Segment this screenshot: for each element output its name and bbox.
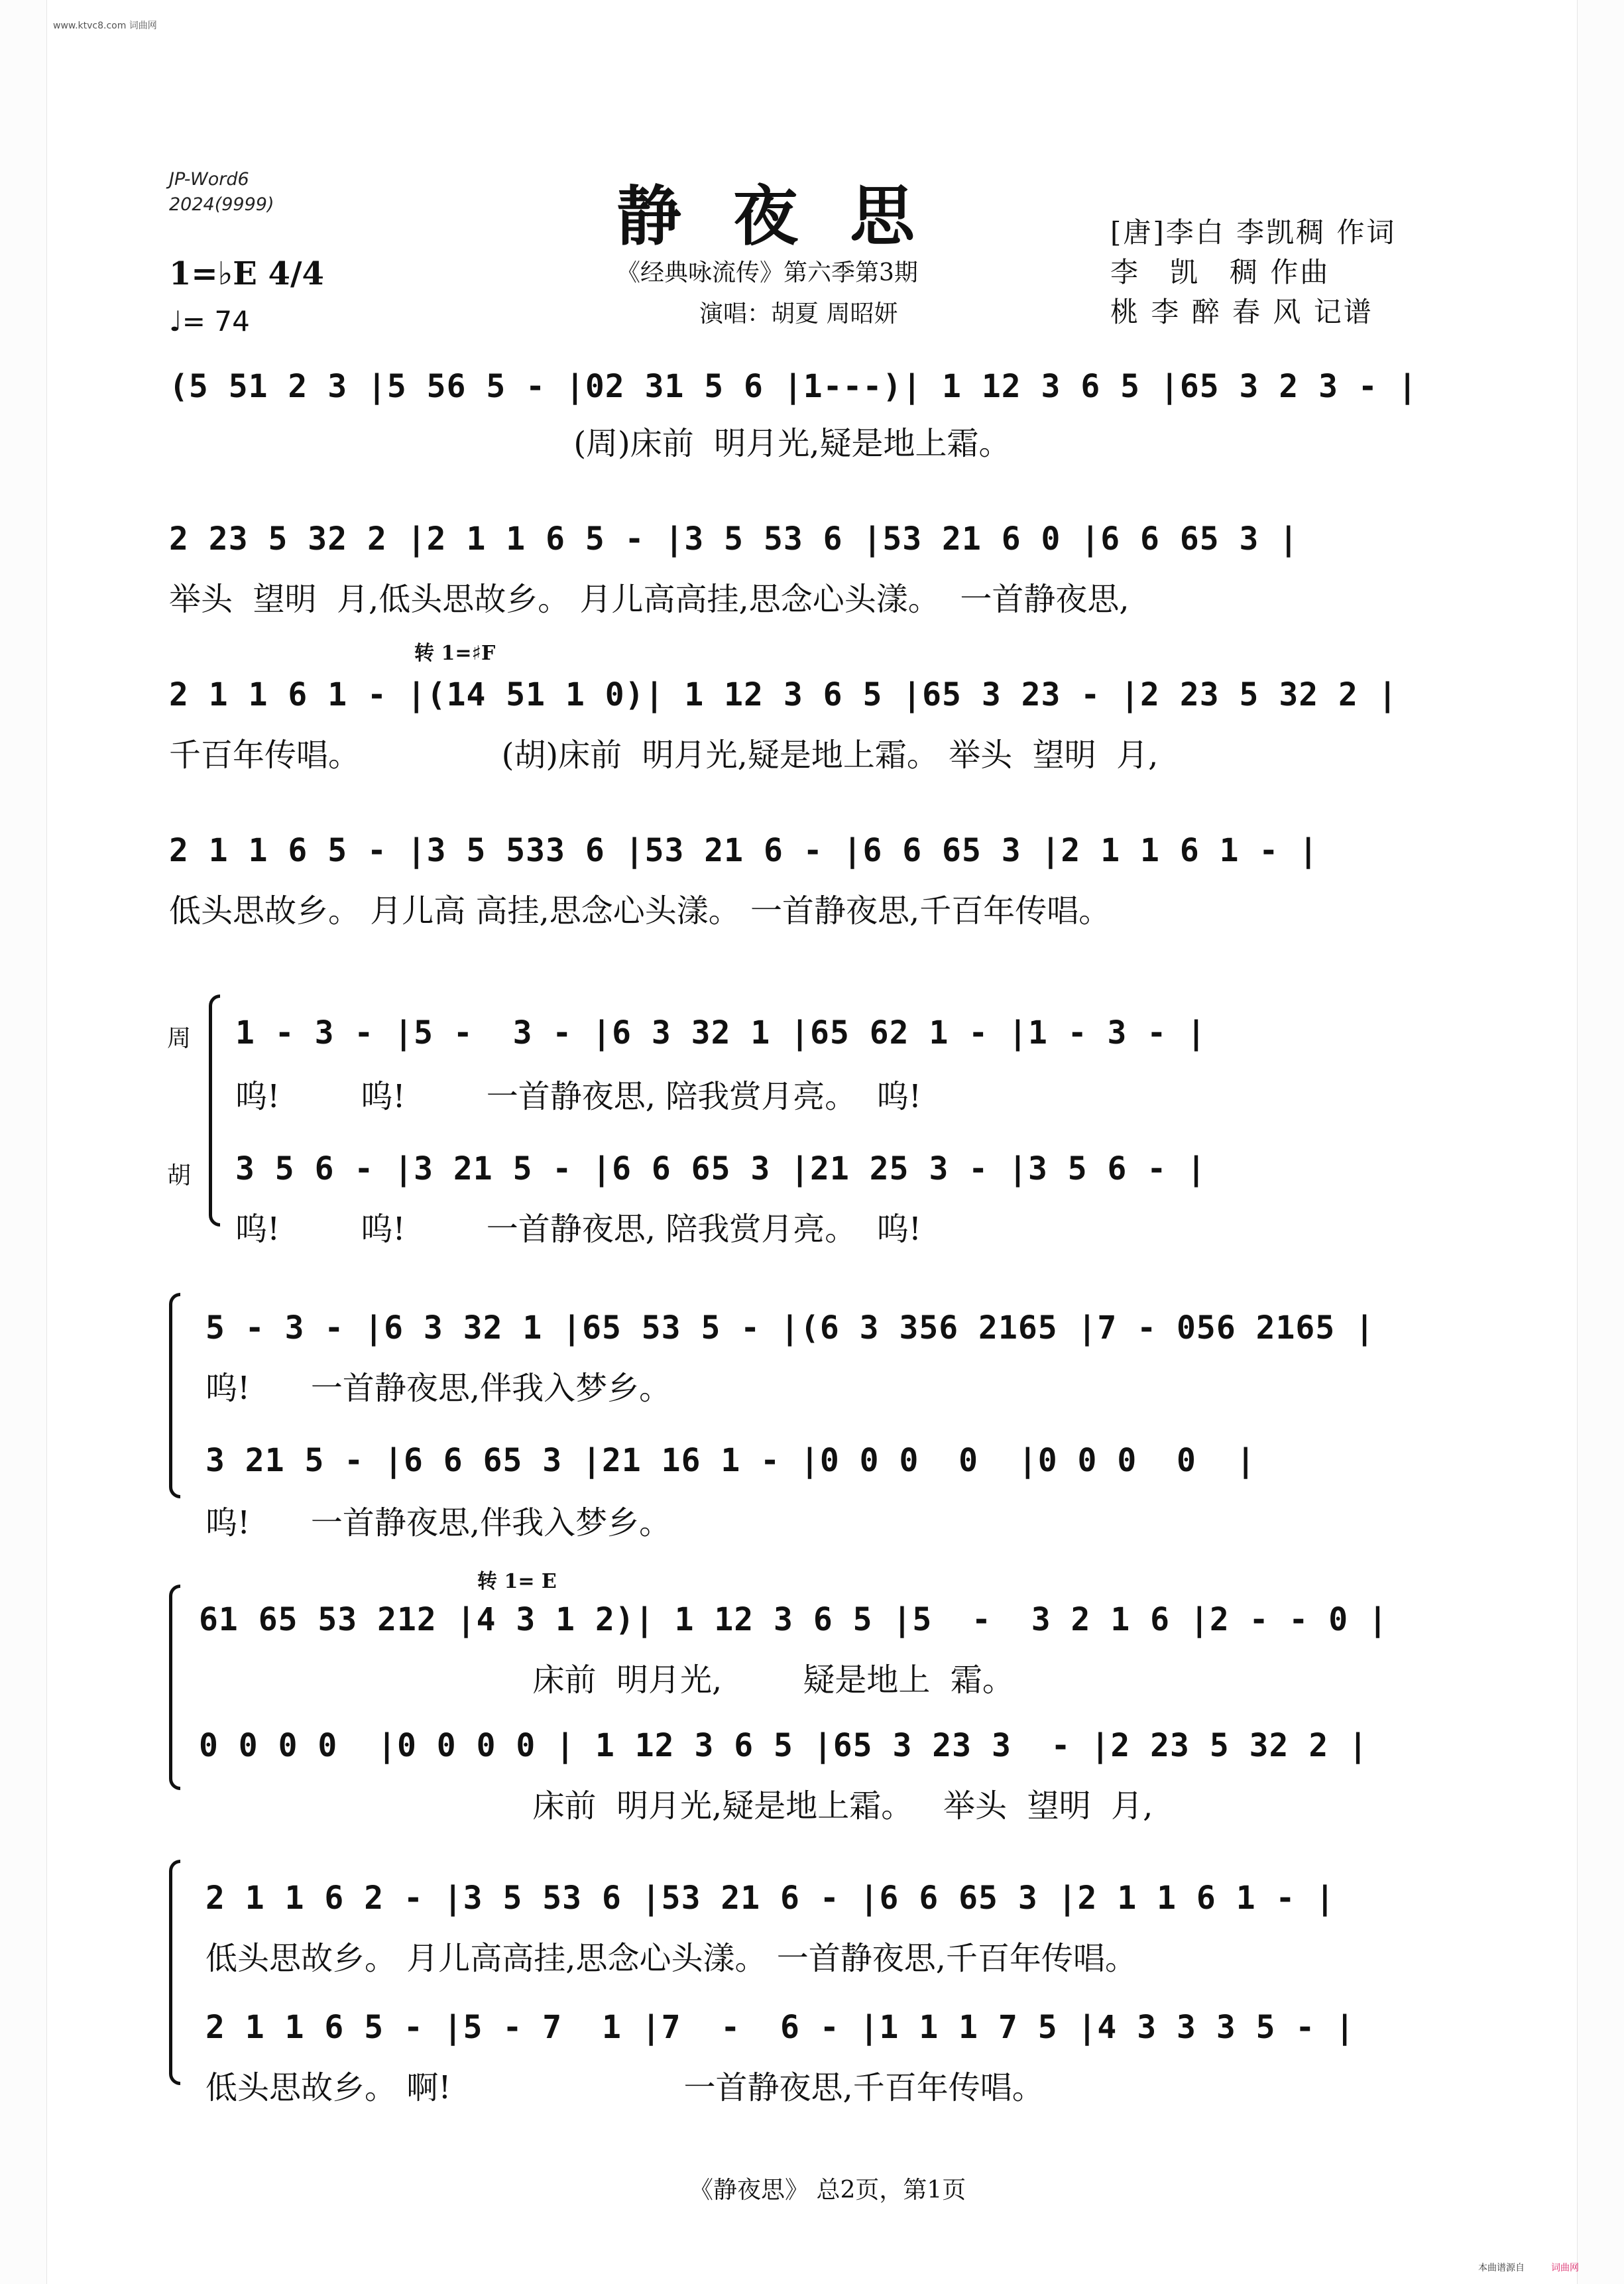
hu-lyrics-block-3: 床前 明月光,疑是地上霜。 举头 望明 月, [199,1787,1153,1825]
lyrics-system-3: 千百年传唱。 (胡)床前 明月光,疑是地上霜。 举头 望明 月, [169,737,1159,774]
hu-notes-block-1: 3 5 6 - |3 21 5 - |6 6 65 3 |21 25 3 - |3 5 6 - | [235,1150,1207,1187]
key-signature: 1=♭E 4/4 [169,255,324,292]
lyrics-system-2: 举头 望明 月,低头思故乡。 月儿高高挂,思念心头漾。 一首静夜思, [169,581,1130,618]
site-logo-text: 词曲网 [1551,2263,1579,2273]
site-watermark: www.ktvc8.com 词曲网 [53,21,157,31]
system-brace [169,1860,180,2085]
modulation-mark-e: 转 1= E [477,1570,557,1593]
notes-system-4: 2 1 1 6 5 - |3 5 533 6 |53 21 6 - |6 6 65 3 |2 1 1 6 1 - | [169,832,1319,869]
zhou-notes-block-2: 5 - 3 - |6 3 32 1 |65 53 5 - |(6 3 356 2165 |7 - 056 2165 | [205,1309,1375,1347]
source-note: 本曲谱源自 [1478,2263,1525,2273]
software-name: JP-Word6 [169,169,249,190]
software-version: 2024(9999) [169,194,274,215]
notes-system-1: (5 51 2 3 |5 56 5 - |02 31 5 6 |1---)| 1 12 3 6 5 |65 3 2 3 - | [169,368,1418,405]
zhou-lyrics-block-1: 呜! 呜! 一首静夜思, 陪我赏月亮。 呜! [235,1078,922,1115]
zhou-lyrics-block-2: 呜! 一首静夜思,伴我入梦乡。 [205,1370,671,1407]
hu-lyrics-block-1: 呜! 呜! 一首静夜思, 陪我赏月亮。 呜! [235,1211,922,1248]
zhou-notes-block-3: 61 65 53 212 |4 3 1 2)| 1 12 3 6 5 |5 - 3 2 1 6 |2 - - 0 | [199,1601,1388,1638]
zhou-notes-block-1: 1 - 3 - |5 - 3 - |6 3 32 1 |65 62 1 - |1 - 3 - | [235,1014,1207,1052]
singer-credit: 演唱：胡夏 周昭妍 [699,300,898,328]
modulation-mark-f-sharp: 转 1=♯F [414,642,496,665]
subtitle: 《经典咏流传》第六季第3期 [616,259,918,286]
system-brace [169,1585,180,1790]
page-footer: 《静夜思》 总2页，第1页 [689,2177,966,2204]
system-brace [209,994,220,1227]
lyricist-credit: [唐]李白 李凯稠 作词 [1110,216,1397,249]
part-label-hu: 胡 [167,1162,192,1189]
lyrics-system-4: 低头思故乡。 月儿高 高挂,思念心头漾。 一首静夜思,千百年传唱。 [169,892,1111,930]
notes-system-3: 2 1 1 6 1 - |(14 51 1 0)| 1 12 3 6 5 |65 3 23 - |2 23 5 32 2 | [169,676,1398,713]
left-margin-strip [0,0,47,2284]
hu-lyrics-block-2: 呜! 一首静夜思,伴我入梦乡。 [205,1504,671,1541]
page-title: 静夜思 [616,178,967,255]
composer-credit: 李 凯 稠 作曲 [1110,256,1330,288]
part-label-zhou: 周 [167,1025,192,1052]
hu-notes-block-4: 2 1 1 6 5 - |5 - 7 1 |7 - 6 - |1 1 1 7 5 |4 3 3 3 5 - | [205,2009,1356,2046]
zhou-lyrics-block-3: 床前 明月光, 疑是地上 霜。 [199,1661,1014,1699]
transcriber-credit: 桃 李 醉 春 风 记谱 [1110,296,1373,328]
zhou-notes-block-4: 2 1 1 6 2 - |3 5 53 6 |53 21 6 - |6 6 65 3 |2 1 1 6 1 - | [205,1880,1336,1917]
hu-lyrics-block-4: 低头思故乡。 啊! 一首静夜思,千百年传唱。 [205,2069,1044,2106]
notes-system-2: 2 23 5 32 2 |2 1 1 6 5 - |3 5 53 6 |53 21 6 0 |6 6 65 3 | [169,520,1299,558]
zhou-lyrics-block-4: 低头思故乡。 月儿高高挂,思念心头漾。 一首静夜思,千百年传唱。 [205,1940,1137,1977]
hu-notes-block-3: 0 0 0 0 |0 0 0 0 | 1 12 3 6 5 |65 3 23 3 - |2 23 5 32 2 | [199,1727,1369,1764]
hu-notes-block-2: 3 21 5 - |6 6 65 3 |21 16 1 - |0 0 0 0 |0 0 0 0 | [205,1442,1256,1479]
right-margin-strip [1577,0,1624,2284]
tempo-marking: ♩= 74 [169,305,250,337]
system-brace [169,1293,180,1498]
lyrics-system-1: (周)床前 明月光,疑是地上霜。 [169,425,1011,462]
